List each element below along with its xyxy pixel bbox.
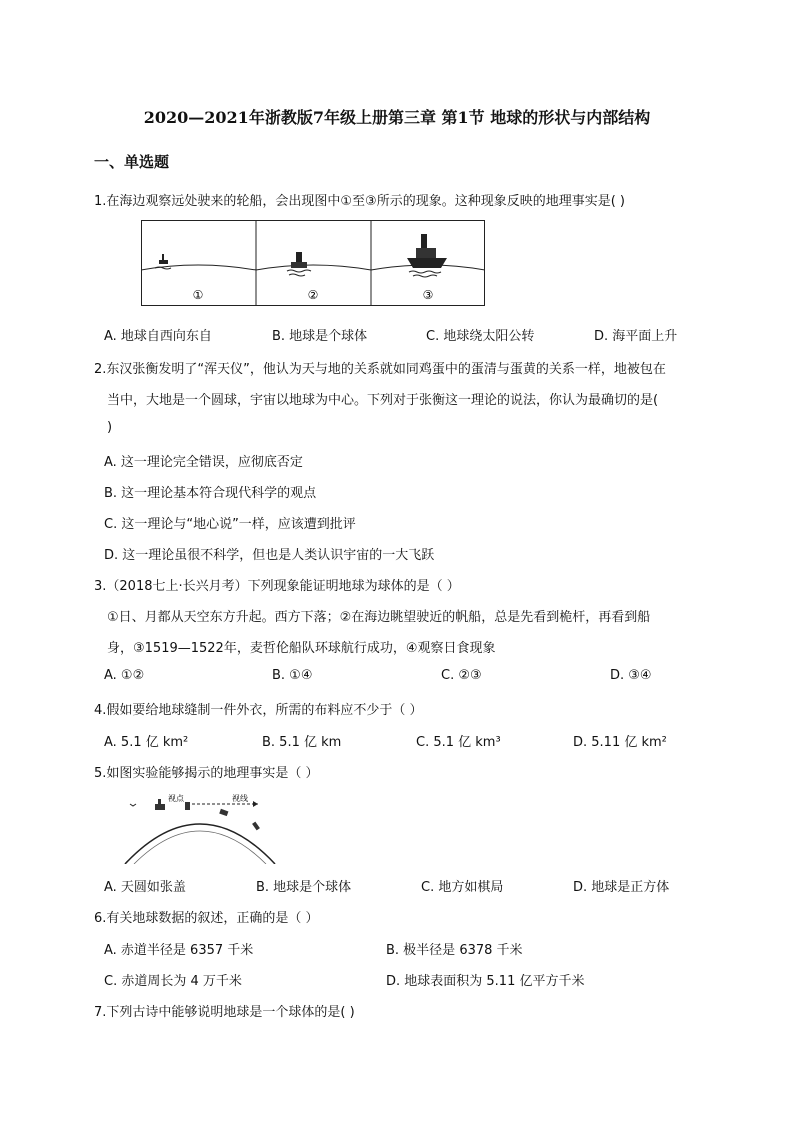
q1-option-d[interactable]: D. 海平面上升 — [594, 329, 678, 344]
q5-option-d[interactable]: D. 地球是正方体 — [573, 880, 670, 895]
q4-option-b[interactable]: B. 5.1 亿 km — [262, 735, 342, 750]
ship-sequence-figure — [141, 220, 485, 306]
q5-option-a[interactable]: A. 天圆如张盖 — [104, 880, 186, 895]
q5-option-b[interactable]: B. 地球是个球体 — [256, 880, 352, 895]
question-6-stem: 6.有关地球数据的叙述，正确的是（ ） — [94, 911, 319, 926]
q2-option-a[interactable]: A. 这一理论完全错误，应彻底否定 — [104, 455, 303, 470]
question-3-body-line-1: ①日、月都从天空东方升起。西方下落；②在海边眺望驶近的帆船，总是先看到桅杆，再看到船 — [107, 610, 651, 625]
question-3-body-line-2: 身，③1519—1522年，麦哲伦船队环球航行成功，④观察日食现象 — [107, 641, 496, 656]
question-5-stem: 5.如图实验能够揭示的地理事实是（ ） — [94, 766, 319, 781]
q4-option-c[interactable]: C. 5.1 亿 km³ — [416, 735, 501, 750]
question-1-stem: 1.在海边观察远处驶来的轮船，会出现图中①至③所示的现象。这种现象反映的地理事实是( ) — [94, 194, 625, 209]
q4-option-a[interactable]: A. 5.1 亿 km² — [104, 735, 189, 750]
figure-label-2: ② — [307, 288, 319, 302]
q6-option-c[interactable]: C. 赤道周长为 4 万千米 — [104, 974, 242, 989]
document-title: 2020—2021年浙教版7年级上册第三章 第1节 地球的形状与内部结构 — [143, 108, 651, 127]
q6-option-b[interactable]: B. 极半径是 6378 千米 — [386, 943, 523, 958]
q3-option-d[interactable]: D. ③④ — [610, 668, 652, 683]
figure-label-1: ① — [192, 288, 204, 302]
section-heading: 一、单选题 — [94, 153, 170, 171]
q3-option-a[interactable]: A. ①② — [104, 668, 145, 683]
question-7-stem: 7.下列古诗中能够说明地球是一个球体的是( ) — [94, 1005, 355, 1020]
q2-option-b[interactable]: B. 这一理论基本符合现代科学的观点 — [104, 486, 317, 501]
q5-option-c[interactable]: C. 地方如棋局 — [421, 880, 504, 895]
q6-option-d[interactable]: D. 地球表面积为 5.11 亿平方千米 — [386, 974, 585, 989]
q2-option-d[interactable]: D. 这一理论虽很不科学，但也是人类认识宇宙的一大飞跃 — [104, 548, 435, 563]
q1-option-b[interactable]: B. 地球是个球体 — [272, 329, 368, 344]
q4-option-d[interactable]: D. 5.11 亿 km² — [573, 735, 667, 750]
figure-label-3: ③ — [422, 288, 434, 302]
q3-option-b[interactable]: B. ①④ — [272, 668, 313, 683]
q6-option-a[interactable]: A. 赤道半径是 6357 千米 — [104, 943, 254, 958]
question-3-stem: 3.（2018七上·长兴月考）下列现象能证明地球为球体的是（ ） — [94, 579, 460, 594]
q1-option-c[interactable]: C. 地球绕太阳公转 — [426, 329, 535, 344]
viewpoint-label: 视点 — [168, 794, 184, 803]
q3-option-c[interactable]: C. ②③ — [441, 668, 482, 683]
question-2-stem-line-1: 2.东汉张衡发明了“浑天仪”，他认为天与地的关系就如同鸡蛋中的蛋清与蛋黄的关系一样，地被包在 — [94, 362, 666, 377]
question-4-stem: 4.假如要给地球缝制一件外衣，所需的布料应不少于（ ） — [94, 703, 423, 718]
question-2-stem-line-2: 当中，大地是一个圆球，宇宙以地球为中心。下列对于张衡这一理论的说法，你认为最确切的是( — [107, 393, 659, 408]
question-2-stem-line-3: ) — [107, 420, 113, 435]
sightline-label: 视线 — [232, 794, 248, 803]
q2-option-c[interactable]: C. 这一理论与“地心说”一样，应该遭到批评 — [104, 517, 356, 532]
globe-viewpoint-figure — [120, 794, 280, 864]
q1-option-a[interactable]: A. 地球自西向东自 — [104, 329, 212, 344]
